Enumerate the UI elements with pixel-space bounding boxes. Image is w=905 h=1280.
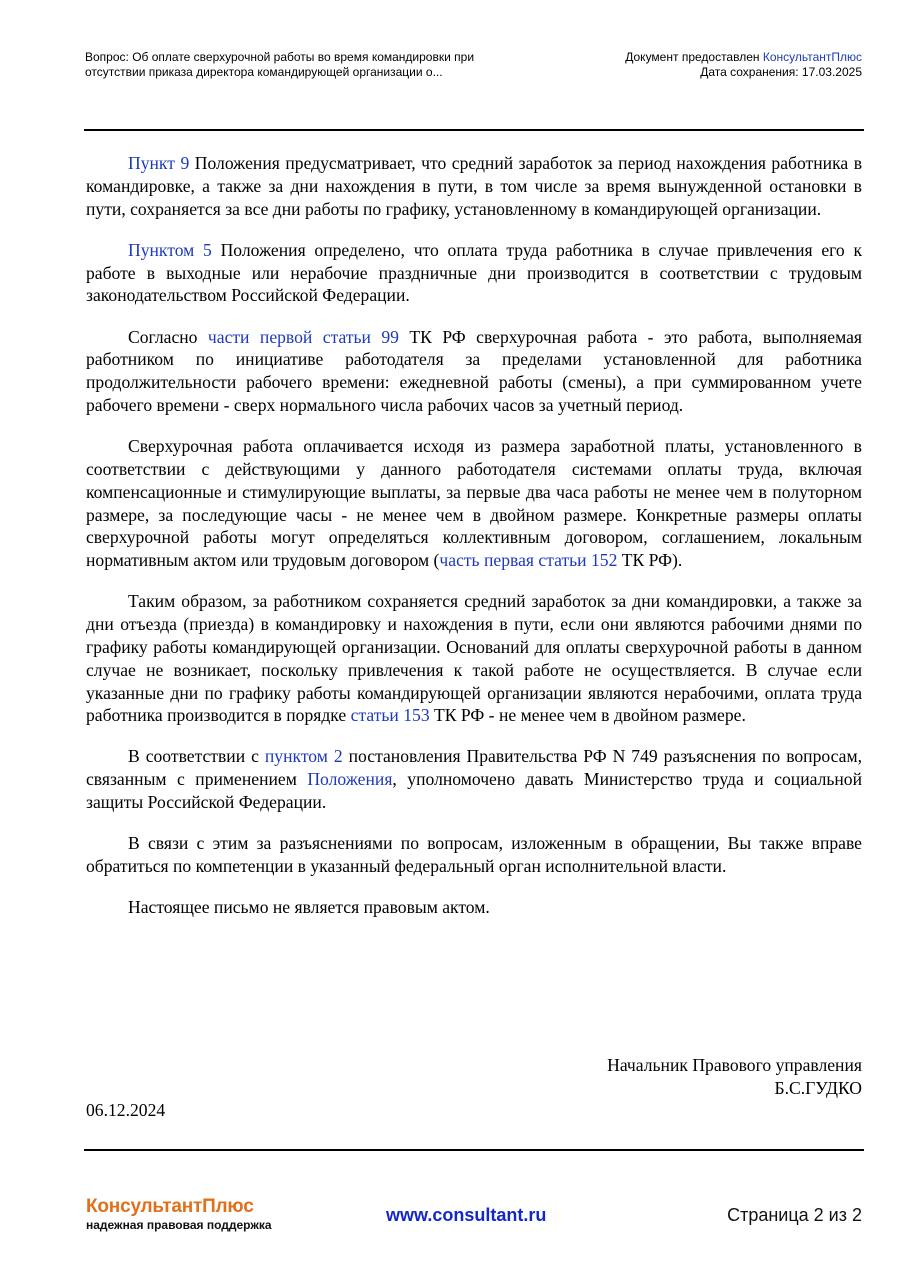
paragraph-5-after: ТК РФ - не менее чем в двойном размере. xyxy=(429,705,746,726)
letter-body xyxy=(86,152,862,937)
link-polozhenie[interactable]: Положения xyxy=(307,769,393,790)
paragraph-6-after: , уполномочено давать Министерство труда и социальной защиты Российской Федерации. xyxy=(86,769,863,813)
document-source-header xyxy=(502,50,862,80)
document-question-header xyxy=(85,50,505,80)
provided-by-line xyxy=(502,50,862,65)
paragraph-1-text: Положения предусматривает, что средний заработок за период нахождения работника в командировке, а также за дни нахождения в пути, в том числе за время вынужденной остановки в пути, сохраняется за все дни работы по графику, установленному в командирующей организации. xyxy=(86,153,862,219)
paragraph-4-after: ТК РФ). xyxy=(617,550,683,571)
paragraph-8: Настоящее письмо не является правовым актом. xyxy=(128,897,490,918)
paragraph-6 xyxy=(86,745,862,813)
logo-tagline: надежная правовая поддержка xyxy=(86,1218,272,1232)
provided-by-prefix: Документ предоставлен xyxy=(625,50,763,64)
signatory-name: Б.С.ГУДКО xyxy=(774,1077,862,1098)
paragraph-3 xyxy=(86,326,862,417)
provider-brand-link[interactable]: КонсультантПлюс xyxy=(762,50,862,64)
question-line-1: Вопрос: Об оплате сверхурочной работы во время командировки при xyxy=(85,50,475,64)
logo-name: КонсультантПлюс xyxy=(86,1196,254,1217)
paragraph-2 xyxy=(86,239,862,307)
letter-date: 06.12.2024 xyxy=(86,1100,166,1120)
paragraph-7: В связи с этим за разъяснениями по вопросам, изложенным в обращении, Вы также вправе обратиться по компетенции в указанный федеральный орган исполнительной власти. xyxy=(86,833,862,877)
link-punkt-2[interactable]: пунктом 2 xyxy=(264,746,343,767)
question-line-2: отсутствии приказа директора командирующей организации о... xyxy=(85,65,443,79)
paragraph-4-before: Сверхурочная работа оплачивается исходя из размера заработной платы, установленного в соответствии с действующими у данного работодателя системами оплаты труда, включая компенсационные и стимулирующие выплаты, за первые два часа работы не менее чем в полуторном размере, за последующие часы - не менее чем в двойном размере. Конкретные размеры оплаты сверхурочной работы могут определяться коллективным договором, соглашением, локальным нормативным актом или трудовым договором ( xyxy=(86,436,862,571)
saved-date: Дата сохранения: 17.03.2025 xyxy=(700,65,862,79)
paragraph-6-before: В соответствии с xyxy=(128,746,265,767)
website-link[interactable]: www.consultant.ru xyxy=(386,1205,547,1225)
paragraph-3-before: Согласно xyxy=(128,326,208,347)
paragraph-1 xyxy=(86,152,862,220)
link-punkt-9[interactable]: Пункт 9 xyxy=(128,153,190,173)
paragraph-2-text: Положения определено, что оплата труда работника в случае привлечения его к работе в выходные или нерабочие праздничные дни производится в соответствии с трудовым законодательством Российской Федерации. xyxy=(86,239,863,306)
page-indicator: Страница 2 из 2 xyxy=(727,1205,862,1225)
paragraph-4 xyxy=(86,435,862,572)
paragraph-6-middle: постановления Правительства РФ N 749 разъяснения по вопросам, связанным с применением xyxy=(86,746,862,790)
paragraph-5-before: Таким образом, за работником сохраняется средний заработок за дни командировки, а также за дни отъезда (приезда) в командировку и нахождения в пути, если они являются рабочими днями по графику работы командирующей организации. Оснований для оплаты сверхурочной работы в данном случае не возникает, поскольку привлечения к такой работе не осуществляется. В случае если указанные дни по графику работы командирующей организации являются нерабочими, оплата труда работника производится в порядке xyxy=(86,591,862,726)
link-article-153[interactable]: статьи 153 xyxy=(350,705,430,726)
paragraph-3-after: ТК РФ сверхурочная работа - это работа, выполняемая работником по инициативе работодателя за пределами установленной для работника продолжительности рабочего времени: ежедневной работы (смены), а при суммированном учете рабочего времени - сверх нормального числа рабочих часов за учетный период. xyxy=(86,326,862,415)
consultant-plus-logo xyxy=(86,1196,272,1232)
link-punkt-5[interactable]: Пунктом 5 xyxy=(128,239,212,260)
signatory-position: Начальник Правового управления xyxy=(607,1055,862,1075)
footer-divider xyxy=(84,1149,864,1151)
header-divider xyxy=(84,129,864,131)
paragraph-5 xyxy=(86,590,862,727)
link-article-99[interactable]: части первой статьи 99 xyxy=(207,326,399,347)
signature-block xyxy=(607,1054,862,1100)
link-article-152[interactable]: часть первая статьи 152 xyxy=(439,550,618,571)
